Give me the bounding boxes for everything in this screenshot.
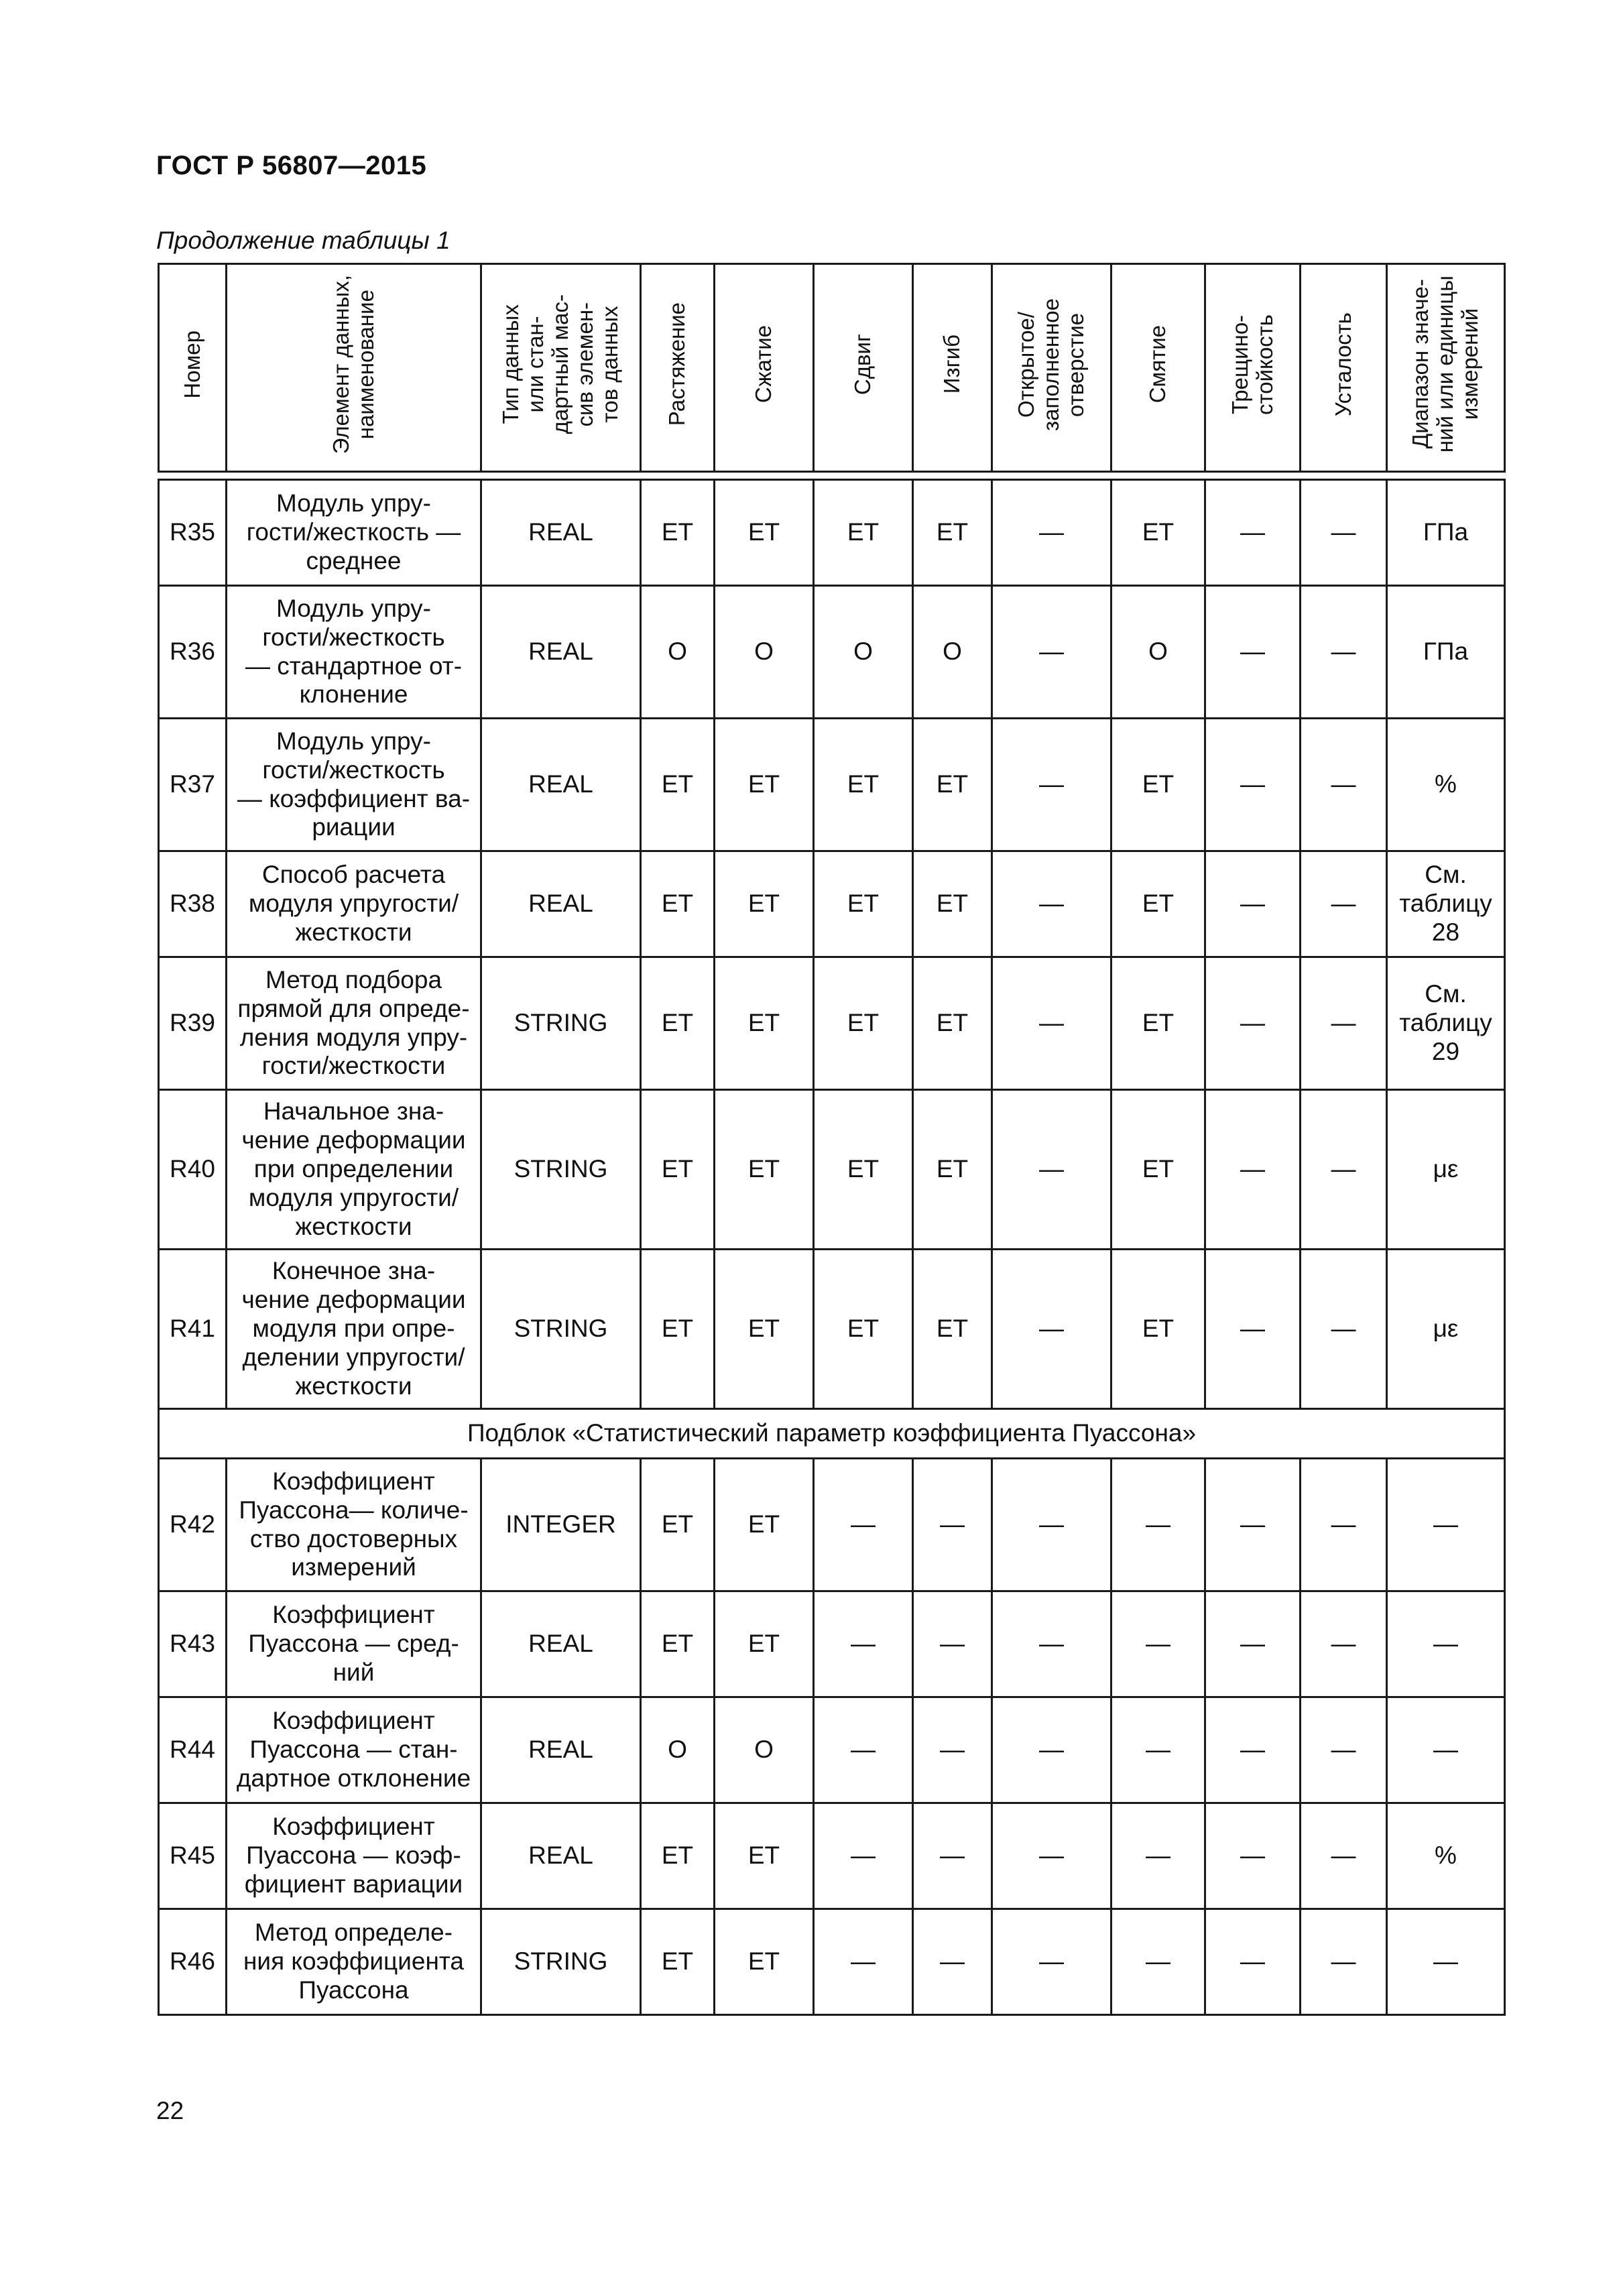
table-row bbox=[159, 1697, 1505, 1803]
shear-cell: — bbox=[814, 1591, 913, 1697]
hole-cell: — bbox=[992, 1591, 1111, 1697]
tension-cell: ET bbox=[641, 1591, 715, 1697]
hole-cell: — bbox=[992, 1909, 1111, 2015]
hole-cell: — bbox=[992, 851, 1111, 957]
type-cell: REAL bbox=[481, 1803, 641, 1909]
name-cell: Коэффициент Пуассона — коэф- фициент вариации bbox=[227, 1803, 481, 1909]
number-cell: R46 bbox=[159, 1909, 227, 2015]
table-caption: Продолжение таблицы 1 bbox=[156, 227, 450, 254]
fracture-cell: — bbox=[1205, 1803, 1301, 1909]
fatigue-cell: — bbox=[1301, 1250, 1387, 1409]
tension-cell: ET bbox=[641, 851, 715, 957]
bearing-cell: ET bbox=[1111, 719, 1205, 851]
header-cell-number: Номер bbox=[159, 264, 227, 472]
fracture-cell: — bbox=[1205, 1250, 1301, 1409]
hole-cell: — bbox=[992, 586, 1111, 719]
number-cell: R43 bbox=[159, 1591, 227, 1697]
hole-cell: — bbox=[992, 719, 1111, 851]
bearing-cell: — bbox=[1111, 1697, 1205, 1803]
number-cell: R39 bbox=[159, 957, 227, 1090]
type-cell: REAL bbox=[481, 586, 641, 719]
name-cell: Метод определе- ния коэффициента Пуассона bbox=[227, 1909, 481, 2015]
units-cell: — bbox=[1387, 1909, 1505, 2015]
header-cell-type: Тип данных или стан- дартный мас- сив элемен- тов данных bbox=[481, 264, 641, 472]
type-cell: INTEGER bbox=[481, 1459, 641, 1591]
tension-cell: ET bbox=[641, 719, 715, 851]
header-cell-tension: Растяжение bbox=[641, 264, 715, 472]
number-cell: R41 bbox=[159, 1250, 227, 1409]
bending-cell: ET bbox=[913, 719, 992, 851]
header-cell-fracture: Трещино- стойкость bbox=[1205, 264, 1301, 472]
compression-cell: O bbox=[715, 1697, 814, 1803]
fatigue-cell: — bbox=[1301, 1090, 1387, 1250]
spec-table bbox=[158, 263, 1506, 2016]
hole-cell: — bbox=[992, 1250, 1111, 1409]
fracture-cell: — bbox=[1205, 1591, 1301, 1697]
table-row bbox=[159, 957, 1505, 1090]
compression-cell: ET bbox=[715, 1459, 814, 1591]
number-cell: R37 bbox=[159, 719, 227, 851]
number-cell: R45 bbox=[159, 1803, 227, 1909]
bending-cell: — bbox=[913, 1909, 992, 2015]
units-cell: % bbox=[1387, 719, 1505, 851]
name-cell: Модуль упру- гости/жесткость — коэффициент ва- риации bbox=[227, 719, 481, 851]
type-cell: REAL bbox=[481, 1591, 641, 1697]
hole-cell: — bbox=[992, 1459, 1111, 1591]
name-cell: Способ расчета модуля упругости/ жесткости bbox=[227, 851, 481, 957]
type-cell: REAL bbox=[481, 719, 641, 851]
bending-cell: — bbox=[913, 1803, 992, 1909]
shear-cell: ET bbox=[814, 851, 913, 957]
bearing-cell: O bbox=[1111, 586, 1205, 719]
hole-cell: — bbox=[992, 1697, 1111, 1803]
header-cell-element: Элемент данных, наименование bbox=[227, 264, 481, 472]
bearing-cell: ET bbox=[1111, 851, 1205, 957]
units-cell: См. таблицу 29 bbox=[1387, 957, 1505, 1090]
compression-cell: ET bbox=[715, 1591, 814, 1697]
bearing-cell: ET bbox=[1111, 1250, 1205, 1409]
fracture-cell: — bbox=[1205, 957, 1301, 1090]
units-cell: ГПа bbox=[1387, 586, 1505, 719]
bearing-cell: ET bbox=[1111, 957, 1205, 1090]
type-cell: REAL bbox=[481, 480, 641, 586]
type-cell: REAL bbox=[481, 1697, 641, 1803]
compression-cell: O bbox=[715, 586, 814, 719]
shear-cell: ET bbox=[814, 480, 913, 586]
shear-cell: O bbox=[814, 586, 913, 719]
header-cell-fatigue: Усталость bbox=[1301, 264, 1387, 472]
units-cell: με bbox=[1387, 1090, 1505, 1250]
bearing-cell: — bbox=[1111, 1591, 1205, 1697]
units-cell: — bbox=[1387, 1459, 1505, 1591]
table-row bbox=[159, 1591, 1505, 1697]
tension-cell: ET bbox=[641, 1803, 715, 1909]
bearing-cell: — bbox=[1111, 1803, 1205, 1909]
table-row bbox=[159, 719, 1505, 851]
fracture-cell: — bbox=[1205, 1909, 1301, 2015]
fatigue-cell: — bbox=[1301, 1803, 1387, 1909]
bending-cell: — bbox=[913, 1697, 992, 1803]
subblock-row bbox=[159, 1409, 1505, 1459]
name-cell: Модуль упру- гости/жесткость — стандартное от- клонение bbox=[227, 586, 481, 719]
name-cell: Коэффициент Пуассона — сред- ний bbox=[227, 1591, 481, 1697]
fracture-cell: — bbox=[1205, 1459, 1301, 1591]
bending-cell: ET bbox=[913, 957, 992, 1090]
table-row bbox=[159, 1250, 1505, 1409]
tension-cell: O bbox=[641, 586, 715, 719]
name-cell: Коэффициент Пуассона — стан- дартное отклонение bbox=[227, 1697, 481, 1803]
bending-cell: ET bbox=[913, 480, 992, 586]
shear-cell: — bbox=[814, 1909, 913, 2015]
fracture-cell: — bbox=[1205, 851, 1301, 957]
tension-cell: ET bbox=[641, 1090, 715, 1250]
shear-cell: — bbox=[814, 1803, 913, 1909]
tension-cell: ET bbox=[641, 480, 715, 586]
table-row bbox=[159, 1803, 1505, 1909]
table-row bbox=[159, 1090, 1505, 1250]
units-cell: См. таблицу 28 bbox=[1387, 851, 1505, 957]
number-cell: R40 bbox=[159, 1090, 227, 1250]
name-cell: Метод подбора прямой для опреде- ления модуля упру- гости/жесткости bbox=[227, 957, 481, 1090]
units-cell: ГПа bbox=[1387, 480, 1505, 586]
header-cell-compression: Сжатие bbox=[715, 264, 814, 472]
header-separator bbox=[159, 472, 1505, 480]
fracture-cell: — bbox=[1205, 719, 1301, 851]
type-cell: STRING bbox=[481, 957, 641, 1090]
units-cell: — bbox=[1387, 1591, 1505, 1697]
name-cell: Модуль упру- гости/жесткость — среднее bbox=[227, 480, 481, 586]
type-cell: STRING bbox=[481, 1250, 641, 1409]
shear-cell: ET bbox=[814, 719, 913, 851]
bending-cell: ET bbox=[913, 1090, 992, 1250]
table-row bbox=[159, 851, 1505, 957]
compression-cell: ET bbox=[715, 480, 814, 586]
header-cell-bearing: Смятие bbox=[1111, 264, 1205, 472]
subblock-title: Подблок «Статистический параметр коэффициента Пуассона» bbox=[159, 1409, 1505, 1459]
table-row bbox=[159, 1909, 1505, 2015]
fatigue-cell: — bbox=[1301, 480, 1387, 586]
header-cell-shear: Сдвиг bbox=[814, 264, 913, 472]
shear-cell: — bbox=[814, 1697, 913, 1803]
bending-cell: ET bbox=[913, 851, 992, 957]
number-cell: R44 bbox=[159, 1697, 227, 1803]
shear-cell: ET bbox=[814, 1250, 913, 1409]
fatigue-cell: — bbox=[1301, 957, 1387, 1090]
tension-cell: ET bbox=[641, 957, 715, 1090]
units-cell: με bbox=[1387, 1250, 1505, 1409]
fracture-cell: — bbox=[1205, 480, 1301, 586]
hole-cell: — bbox=[992, 1803, 1111, 1909]
tension-cell: ET bbox=[641, 1250, 715, 1409]
tension-cell: ET bbox=[641, 1909, 715, 2015]
type-cell: STRING bbox=[481, 1909, 641, 2015]
fracture-cell: — bbox=[1205, 586, 1301, 719]
header-cell-units: Диапазон значе- ний или единицы измерений bbox=[1387, 264, 1505, 472]
fracture-cell: — bbox=[1205, 1090, 1301, 1250]
compression-cell: ET bbox=[715, 1803, 814, 1909]
type-cell: STRING bbox=[481, 1090, 641, 1250]
header-row bbox=[159, 264, 1505, 472]
header-cell-hole: Открытое/ заполненное отверстие bbox=[992, 264, 1111, 472]
bearing-cell: — bbox=[1111, 1909, 1205, 2015]
fracture-cell: — bbox=[1205, 1697, 1301, 1803]
bearing-cell: — bbox=[1111, 1459, 1205, 1591]
compression-cell: ET bbox=[715, 957, 814, 1090]
compression-cell: ET bbox=[715, 1909, 814, 2015]
hole-cell: — bbox=[992, 957, 1111, 1090]
type-cell: REAL bbox=[481, 851, 641, 957]
table-row bbox=[159, 586, 1505, 719]
bearing-cell: ET bbox=[1111, 480, 1205, 586]
header-cell-bending: Изгиб bbox=[913, 264, 992, 472]
fatigue-cell: — bbox=[1301, 586, 1387, 719]
fatigue-cell: — bbox=[1301, 1591, 1387, 1697]
name-cell: Начальное зна- чение деформации при определении модуля упругости/ жесткости bbox=[227, 1090, 481, 1250]
compression-cell: ET bbox=[715, 851, 814, 957]
page-number: 22 bbox=[156, 2097, 184, 2124]
compression-cell: ET bbox=[715, 1250, 814, 1409]
name-cell: Конечное зна- чение деформации модуля при опре- делении упругости/ жесткости bbox=[227, 1250, 481, 1409]
shear-cell: ET bbox=[814, 957, 913, 1090]
hole-cell: — bbox=[992, 1090, 1111, 1250]
name-cell: Коэффициент Пуассона— количе- ство достоверных измерений bbox=[227, 1459, 481, 1591]
number-cell: R42 bbox=[159, 1459, 227, 1591]
fatigue-cell: — bbox=[1301, 719, 1387, 851]
fatigue-cell: — bbox=[1301, 851, 1387, 957]
fatigue-cell: — bbox=[1301, 1909, 1387, 2015]
compression-cell: ET bbox=[715, 719, 814, 851]
number-cell: R38 bbox=[159, 851, 227, 957]
shear-cell: ET bbox=[814, 1090, 913, 1250]
compression-cell: ET bbox=[715, 1090, 814, 1250]
shear-cell: — bbox=[814, 1459, 913, 1591]
number-cell: R35 bbox=[159, 480, 227, 586]
fatigue-cell: — bbox=[1301, 1697, 1387, 1803]
bending-cell: — bbox=[913, 1591, 992, 1697]
table-row bbox=[159, 1459, 1505, 1591]
units-cell: — bbox=[1387, 1697, 1505, 1803]
document-code: ГОСТ Р 56807—2015 bbox=[156, 151, 427, 180]
tension-cell: ET bbox=[641, 1459, 715, 1591]
bending-cell: — bbox=[913, 1459, 992, 1591]
units-cell: % bbox=[1387, 1803, 1505, 1909]
bending-cell: ET bbox=[913, 1250, 992, 1409]
hole-cell: — bbox=[992, 480, 1111, 586]
table-row bbox=[159, 480, 1505, 586]
fatigue-cell: — bbox=[1301, 1459, 1387, 1591]
bearing-cell: ET bbox=[1111, 1090, 1205, 1250]
tension-cell: O bbox=[641, 1697, 715, 1803]
number-cell: R36 bbox=[159, 586, 227, 719]
bending-cell: O bbox=[913, 586, 992, 719]
